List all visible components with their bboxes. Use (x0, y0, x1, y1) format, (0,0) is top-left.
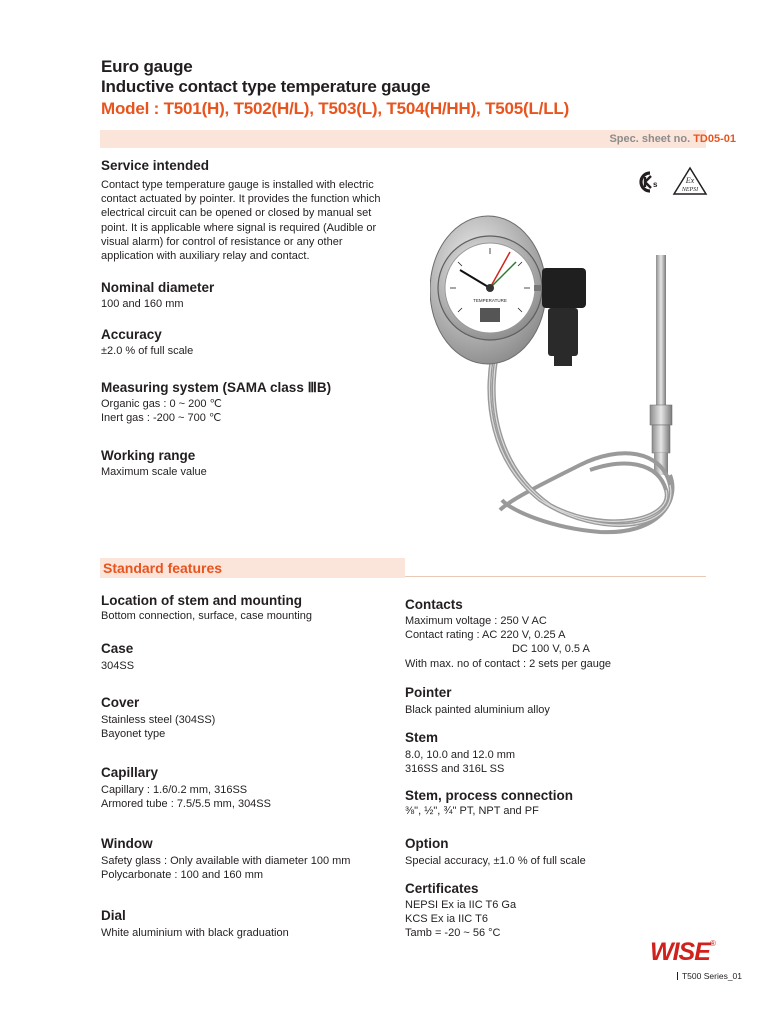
measuring-system-title: Measuring system (SAMA class ⅢB) (101, 380, 332, 395)
feature-body: Maximum voltage : 250 V AC Contact rating : AC 220 V, 0.25 A DC 100 V, 0.5 A With max. no of contact : 2 sets per gauge (405, 615, 612, 670)
feature-title: Contacts (405, 597, 463, 612)
feature-window (101, 836, 350, 882)
spec-sheet-id: TD05-01 (693, 133, 736, 145)
feature-stem-process-connection (405, 788, 573, 818)
standard-features-title: Standard features (103, 560, 223, 576)
feature-title: Stem, process connection (405, 788, 574, 803)
feature-body: Black painted aluminium alloy (405, 704, 550, 716)
nominal-diameter-body: 100 and 160 mm (101, 298, 184, 310)
feature-cover (101, 695, 215, 741)
standard-features-divider (405, 576, 706, 577)
nominal-diameter-block (101, 280, 214, 311)
measuring-system-body: Organic gas : 0 ~ 200 ℃ Inert gas : -200 ~ 700 ℃ (101, 398, 222, 425)
nepsi-ex-text: Ex (685, 176, 695, 185)
left-intro-column (101, 158, 421, 263)
nominal-diameter-title: Nominal diameter (101, 280, 215, 295)
feature-dial (101, 908, 289, 940)
feature-title: Location of stem and mounting (101, 593, 302, 608)
feature-body: 304SS (101, 660, 135, 672)
working-range-title: Working range (101, 448, 196, 463)
title-line-2: Inductive contact type temperature gauge (101, 77, 431, 96)
feature-title: Dial (101, 908, 126, 923)
dial-brand-text: TEMPERATURE (473, 298, 507, 303)
footer-divider (677, 972, 678, 980)
accuracy-body: ±2.0 % of full scale (101, 345, 194, 357)
feature-title: Certificates (405, 881, 479, 896)
accuracy-block (101, 327, 193, 358)
feature-location-stem (101, 593, 312, 623)
kcs-logo (636, 170, 664, 199)
nepsi-ex-logo (672, 166, 708, 201)
feature-body: ⅜", ½", ¾" PT, NPT and PF (405, 805, 539, 817)
service-intended-body: Contact type temperature gauge is installed with electric contact actuated by pointer. It provides the function which electrical circuit can be opened or closed by manual set point. It is applicable where signal is required (Audible or visual alarm) for control of resistance or any other application with auxiliary relay and contact. (101, 179, 381, 263)
feature-title: Case (101, 641, 134, 656)
gauge-product-image (430, 200, 706, 555)
measuring-system-block (101, 380, 331, 425)
feature-certificates (405, 881, 516, 941)
spec-sheet-label: Spec. sheet no. (609, 133, 694, 145)
service-intended-title: Service intended (101, 158, 210, 173)
feature-option (405, 836, 586, 868)
wise-logo (648, 936, 718, 969)
working-range-body: Maximum scale value (101, 466, 207, 478)
feature-body: NEPSI Ex ia IIC T6 Ga KCS Ex ia IIC T6 Tamb = -20 ~ 56 °C (405, 899, 517, 940)
feature-contacts (405, 597, 611, 671)
feature-title: Capillary (101, 765, 159, 780)
wise-logo-reg: ® (710, 939, 716, 948)
kcs-logo-s: s (653, 180, 658, 189)
working-range-block (101, 448, 207, 479)
feature-case (101, 641, 134, 673)
feature-body: Safety glass : Only available with diameter 100 mm Polycarbonate : 100 and 160 mm (101, 855, 351, 882)
feature-stem (405, 730, 515, 776)
model-title: Model : T501(H), T502(H/L), T503(L), T504(H/HH), T505(L/LL) (101, 99, 570, 118)
spec-sheet-number (609, 133, 736, 145)
footer-series-label (677, 971, 742, 981)
feature-body: White aluminium with black graduation (101, 927, 289, 939)
feature-title: Cover (101, 695, 140, 710)
feature-body: Special accuracy, ±1.0 % of full scale (405, 855, 586, 867)
feature-title: Pointer (405, 685, 452, 700)
footer-series-text: T500 Series_01 (681, 971, 742, 981)
wise-logo-text: WISE (650, 938, 710, 964)
feature-capillary (101, 765, 271, 811)
feature-title: Window (101, 836, 153, 851)
nepsi-text: NEPSI (681, 187, 699, 193)
accuracy-title: Accuracy (101, 327, 162, 342)
title-line-1: Euro gauge (101, 57, 193, 76)
feature-title: Option (405, 836, 449, 851)
feature-body: 8.0, 10.0 and 12.0 mm 316SS and 316L SS (405, 749, 516, 776)
feature-body: Stainless steel (304SS) Bayonet type (101, 714, 216, 741)
feature-pointer (405, 685, 550, 717)
feature-body: Capillary : 1.6/0.2 mm, 316SS Armored tube : 7.5/5.5 mm, 304SS (101, 784, 271, 811)
feature-title: Stem (405, 730, 439, 745)
feature-body: Bottom connection, surface, case mounting (101, 610, 312, 622)
